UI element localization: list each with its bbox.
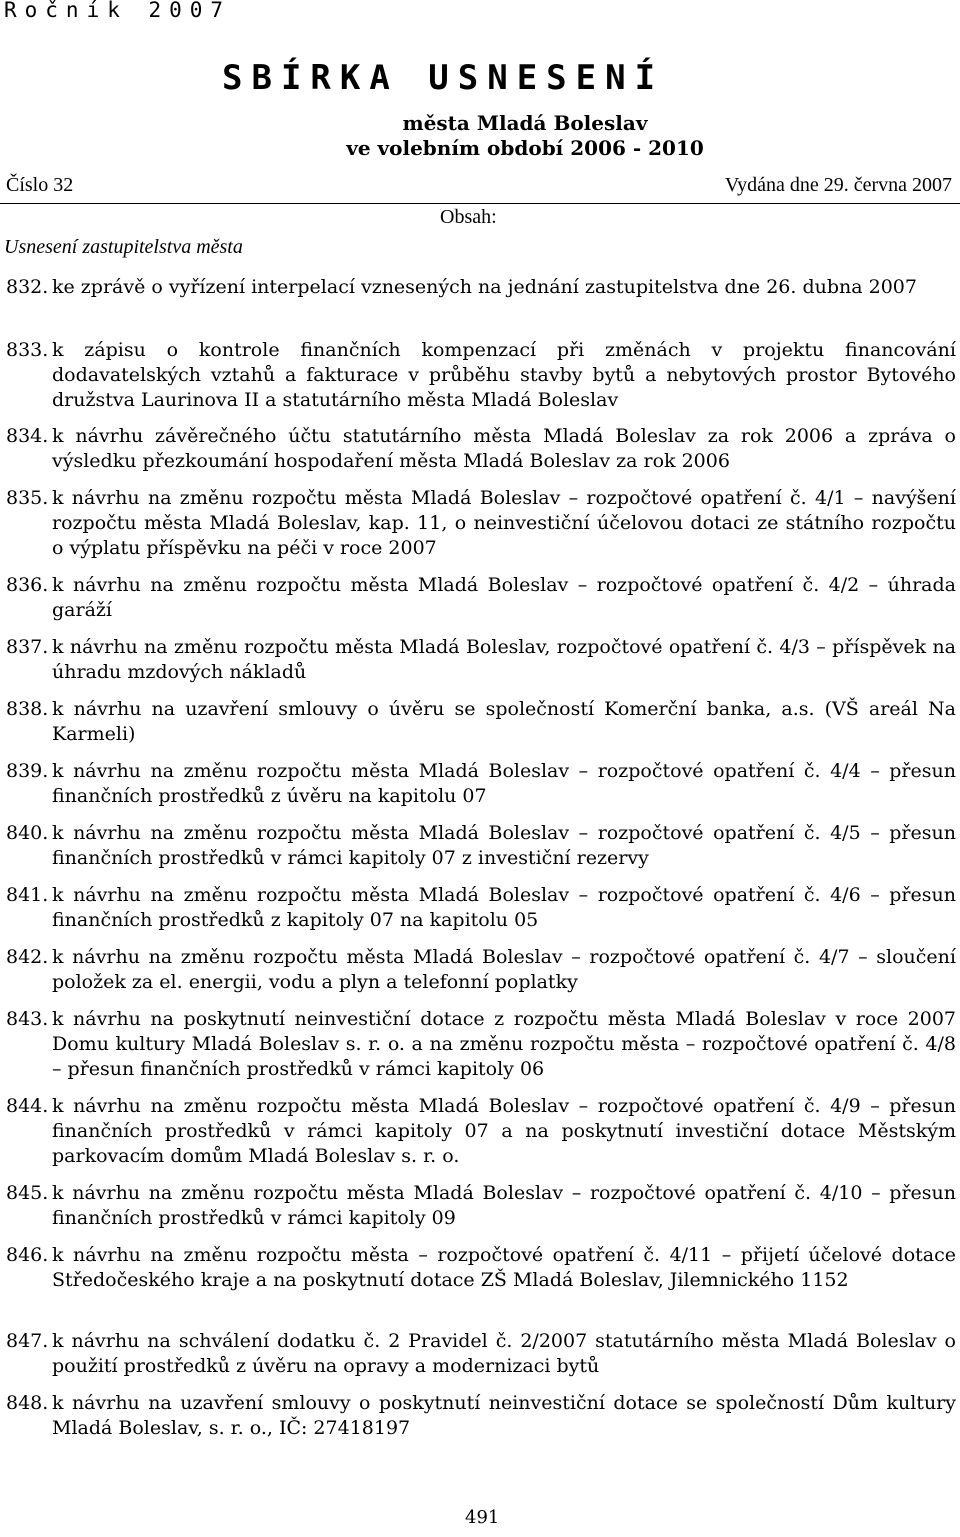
resolution-number: 834.	[6, 425, 49, 447]
resolution-text: k návrhu na změnu rozpočtu města Mladá Boleslav – rozpočtové opatření č. 4/5 – přesun finančních prostředků v rámci kapitoly 07 z investiční rezervy	[52, 822, 956, 869]
resolution-item	[6, 883, 956, 933]
resolution-item	[6, 1329, 956, 1379]
resolution-item	[6, 338, 956, 413]
resolution-text: k návrhu na změnu rozpočtu města – rozpočtové opatření č. 4/11 – přijetí účelové dotace Středočeského kraje a na poskytnutí dotace ZŠ Mladá Boleslav, Jilemnického 1152	[52, 1244, 956, 1291]
resolution-number: 845.	[6, 1182, 49, 1204]
resolution-number: 841.	[6, 884, 49, 906]
resolution-item	[6, 275, 956, 300]
resolution-text: ke zprávě o vyřízení interpelací vznesených na jednání zastupitelstva dne 26. dubna 2007	[52, 276, 917, 298]
header-divider	[0, 203, 960, 204]
resolution-item	[6, 697, 956, 747]
resolution-number: 840.	[6, 822, 49, 844]
resolution-text: k zápisu o kontrole finančních kompenzací při změnách v projektu financování dodavatelských vztahů a fakturace v průběhu stavby bytů a nebytových prostor Bytového družstva Laurinova II a statutárního města Mladá Boleslav	[52, 339, 956, 411]
document-title: SBÍRKA USNESENÍ	[222, 58, 665, 98]
resolution-number: 847.	[6, 1330, 49, 1352]
resolution-text: k návrhu na změnu rozpočtu města Mladá Boleslav – rozpočtové opatření č. 4/10 – přesun finančních prostředků v rámci kapitoly 09	[52, 1182, 956, 1229]
resolution-number: 842.	[6, 946, 49, 968]
resolution-text: k návrhu na uzavření smlouvy o poskytnutí neinvestiční dotace se společností Dům kultury Mladá Boleslav, s. r. o., IČ: 27418197	[52, 1392, 956, 1439]
section-heading: Usnesení zastupitelstva města	[4, 236, 243, 258]
resolution-number: 838.	[6, 698, 49, 720]
resolution-text: k návrhu závěrečného účtu statutárního města Mladá Boleslav za rok 2006 a zpráva o výsledku přezkoumání hospodaření města Mladá Boleslav za rok 2006	[52, 425, 956, 472]
issue-meta-row	[6, 174, 952, 197]
resolution-item	[6, 424, 956, 474]
resolution-number: 848.	[6, 1392, 49, 1414]
resolution-number: 835.	[6, 487, 49, 509]
resolution-text: k návrhu na změnu rozpočtu města Mladá Boleslav – rozpočtové opatření č. 4/1 – navýšení rozpočtu města Mladá Boleslav, kap. 11, o neinvestiční účelovou dotaci ze státního rozpočtu o výplatu příspěvku na péči v roce 2007	[52, 487, 956, 559]
contents-heading: Obsah:	[440, 206, 497, 228]
resolution-number: 833.	[6, 339, 49, 361]
resolution-item	[6, 1181, 956, 1231]
resolution-number: 843.	[6, 1008, 49, 1030]
resolution-number: 844.	[6, 1095, 49, 1117]
resolution-text: k návrhu na změnu rozpočtu města Mladá Boleslav, rozpočtové opatření č. 4/3 – příspěvek na úhradu mzdových nákladů	[52, 636, 956, 683]
issue-number: Číslo 32	[6, 174, 74, 196]
resolution-item	[6, 1007, 956, 1082]
resolution-text: k návrhu na změnu rozpočtu města Mladá Boleslav – rozpočtové opatření č. 4/9 – přesun finančních prostředků v rámci kapitoly 07 a na poskytnutí investiční dotace Městským parkovacím domům Mladá Boleslav s. r. o.	[52, 1095, 956, 1167]
resolution-text: k návrhu na změnu rozpočtu města Mladá Boleslav – rozpočtové opatření č. 4/6 – přesun finančních prostředků z kapitoly 07 na kapitolu 05	[52, 884, 956, 931]
resolution-text: k návrhu na změnu rozpočtu města Mladá Boleslav – rozpočtové opatření č. 4/7 – sloučení položek za el. energii, vodu a plyn a telefonní poplatky	[52, 946, 956, 993]
resolution-text: k návrhu na poskytnutí neinvestiční dotace z rozpočtu města Mladá Boleslav v roce 2007 Domu kultury Mladá Boleslav s. r. o. a na změnu rozpočtu města – rozpočtové opatření č. 4/8 – přesun finančních prostředků v rámci kapitoly 06	[52, 1008, 956, 1080]
issue-date: Vydána dne 29. června 2007	[724, 174, 952, 196]
page-number: 491	[465, 1507, 500, 1528]
resolution-number: 836.	[6, 574, 49, 596]
resolution-item	[6, 486, 956, 561]
resolution-item	[6, 945, 956, 995]
resolution-text: k návrhu na změnu rozpočtu města Mladá Boleslav – rozpočtové opatření č. 4/4 – přesun finančních prostředků z úvěru na kapitolu 07	[52, 760, 956, 807]
resolution-text: k návrhu na schválení dodatku č. 2 Pravidel č. 2/2007 statutárního města Mladá Boleslav o použití prostředků z úvěru na opravy a modernizaci bytů	[52, 1330, 956, 1377]
resolution-text: k návrhu na uzavření smlouvy o úvěru se společností Komerční banka, a.s. (VŠ areál Na Karmeli)	[52, 698, 956, 745]
resolution-text: k návrhu na změnu rozpočtu města Mladá Boleslav – rozpočtové opatření č. 4/2 – úhrada garáží	[52, 574, 956, 621]
term-subtitle: ve volebním období 2006 - 2010	[346, 136, 704, 160]
resolution-item	[6, 573, 956, 623]
resolution-number: 839.	[6, 760, 49, 782]
resolution-item	[6, 1391, 956, 1441]
resolution-number: 846.	[6, 1244, 49, 1266]
resolution-number: 837.	[6, 636, 49, 658]
volume-label: Ročník 2007	[4, 0, 232, 22]
resolution-item	[6, 1094, 956, 1169]
resolution-item	[6, 1243, 956, 1293]
resolution-item	[6, 635, 956, 685]
city-subtitle: města Mladá Boleslav	[402, 111, 648, 135]
resolution-number: 832.	[6, 276, 49, 298]
resolution-item	[6, 759, 956, 809]
resolution-item	[6, 821, 956, 871]
